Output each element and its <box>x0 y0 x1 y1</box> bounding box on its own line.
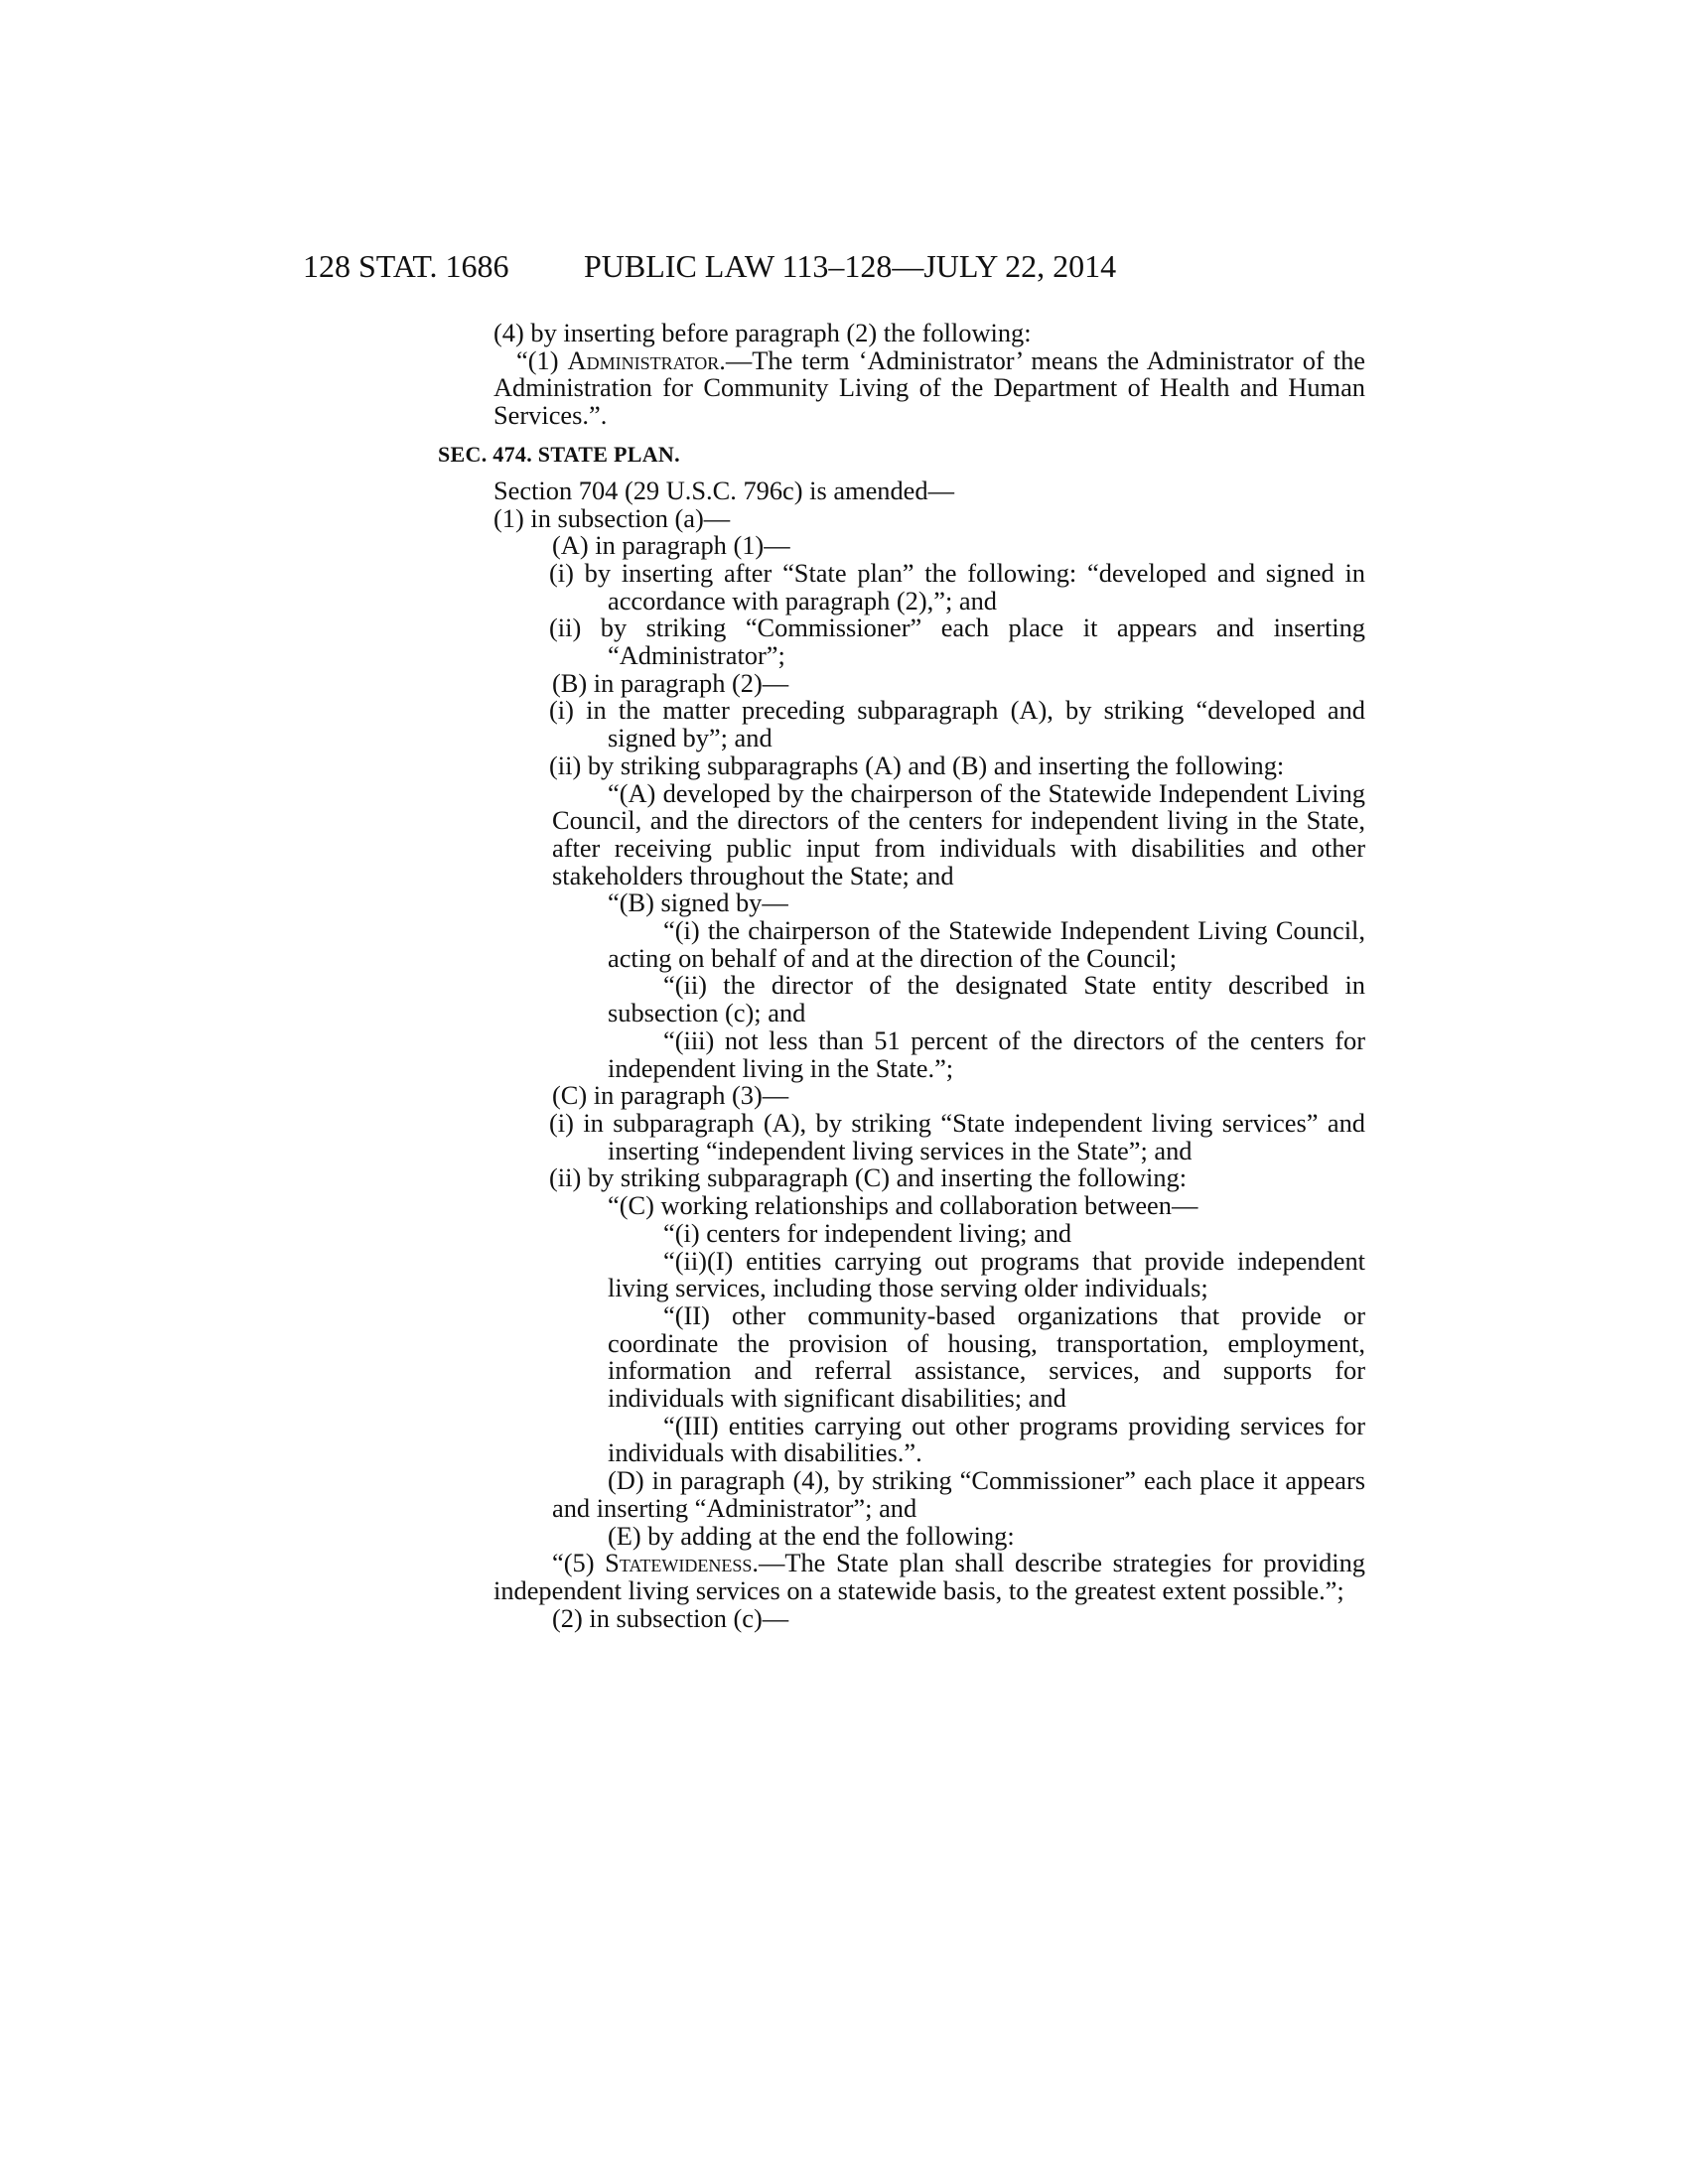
paragraph: (1) in subsection (a)— <box>493 502 731 533</box>
definition-paragraph <box>493 1550 1365 1604</box>
paragraph: “(A) developed by the chairperson of the Statewide Independent Living Council, and the directors of the centers for independent living in the State, after receiving public input from individuals with disabilities and other stakeholders throughout the State; and <box>552 777 1365 890</box>
paragraph: “(i) the chairperson of the Statewide Independent Living Council, acting on behalf of and at the direction of the Council; <box>608 915 1365 973</box>
definition-term: Statewideness <box>605 1548 753 1578</box>
running-head: PUBLIC LAW 113–128—JULY 22, 2014 <box>584 248 1117 284</box>
paragraph: (D) in paragraph (4), by striking “Commissioner” each place it appears and inserting “Administrator”; and <box>552 1465 1365 1523</box>
paragraph: (i) by inserting after “State plan” the following: “developed and signed in accordance with paragraph (2),”; and <box>549 557 1365 615</box>
paragraph: (E) by adding at the end the following: <box>608 1520 1015 1551</box>
definition-text: .—The term ‘Administrator’ means the Administrator of the Administration for Community Living of the Department of Health and Human Services.”. <box>493 344 1365 431</box>
section-heading: SEC. 474. STATE PLAN. <box>438 441 680 467</box>
definition-number: “(5) <box>552 1548 606 1578</box>
definition-number: “(1) <box>516 344 568 375</box>
page-header <box>303 248 1365 288</box>
paragraph: (i) in subparagraph (A), by striking “State independent living services” and inserting “independent living services in the State”; and <box>549 1107 1365 1165</box>
definition-paragraph <box>493 344 1365 431</box>
paragraph: “(III) entities carrying out other programs providing services for individuals with disabilities.”. <box>608 1410 1365 1468</box>
paragraph: “(B) signed by— <box>608 887 788 918</box>
paragraph: Section 704 (29 U.S.C. 796c) is amended— <box>493 475 954 505</box>
paragraph: (ii) by striking subparagraph (C) and inserting the following: <box>549 1162 1188 1193</box>
paragraph: “(i) centers for independent living; and <box>663 1217 1072 1248</box>
paragraph: (ii) by striking subparagraphs (A) and (B) and inserting the following: <box>549 750 1285 780</box>
paragraph: (C) in paragraph (3)— <box>552 1080 789 1111</box>
paragraph: (A) in paragraph (1)— <box>552 530 790 561</box>
document-body <box>438 318 1365 1633</box>
statute-page-number: 128 STAT. 1686 <box>303 248 509 284</box>
paragraph: “(C) working relationships and collaboration between— <box>608 1190 1198 1221</box>
paragraph: (4) by inserting before paragraph (2) the following: <box>493 318 1032 347</box>
paragraph: (i) in the matter preceding subparagraph (A), by striking “developed and signed by”; and <box>549 695 1365 753</box>
paragraph: “(iii) not less than 51 percent of the directors of the centers for independent living in the State.”; <box>608 1024 1365 1083</box>
paragraph: “(ii)(I) entities carrying out programs that provide independent living services, including those serving older individuals; <box>608 1245 1365 1303</box>
definition-term: Administrator <box>567 344 720 375</box>
paragraph: “(ii) the director of the designated State entity described in subsection (c); and <box>608 970 1365 1028</box>
paragraph: “(II) other community-based organizations that provide or coordinate the provision of housing, transportation, employment, information and referral assistance, services, and supports for individuals with significant disabilities; and <box>608 1299 1365 1414</box>
paragraph: (B) in paragraph (2)— <box>552 667 789 698</box>
definition-text: .—The State plan shall describe strategies for providing independent living services on a statewide basis, to the greatest extent possible.”; <box>493 1548 1365 1605</box>
paragraph: (ii) by striking “Commissioner” each place it appears and inserting “Administrator”; <box>549 613 1365 671</box>
paragraph: (2) in subsection (c)— <box>552 1602 789 1633</box>
